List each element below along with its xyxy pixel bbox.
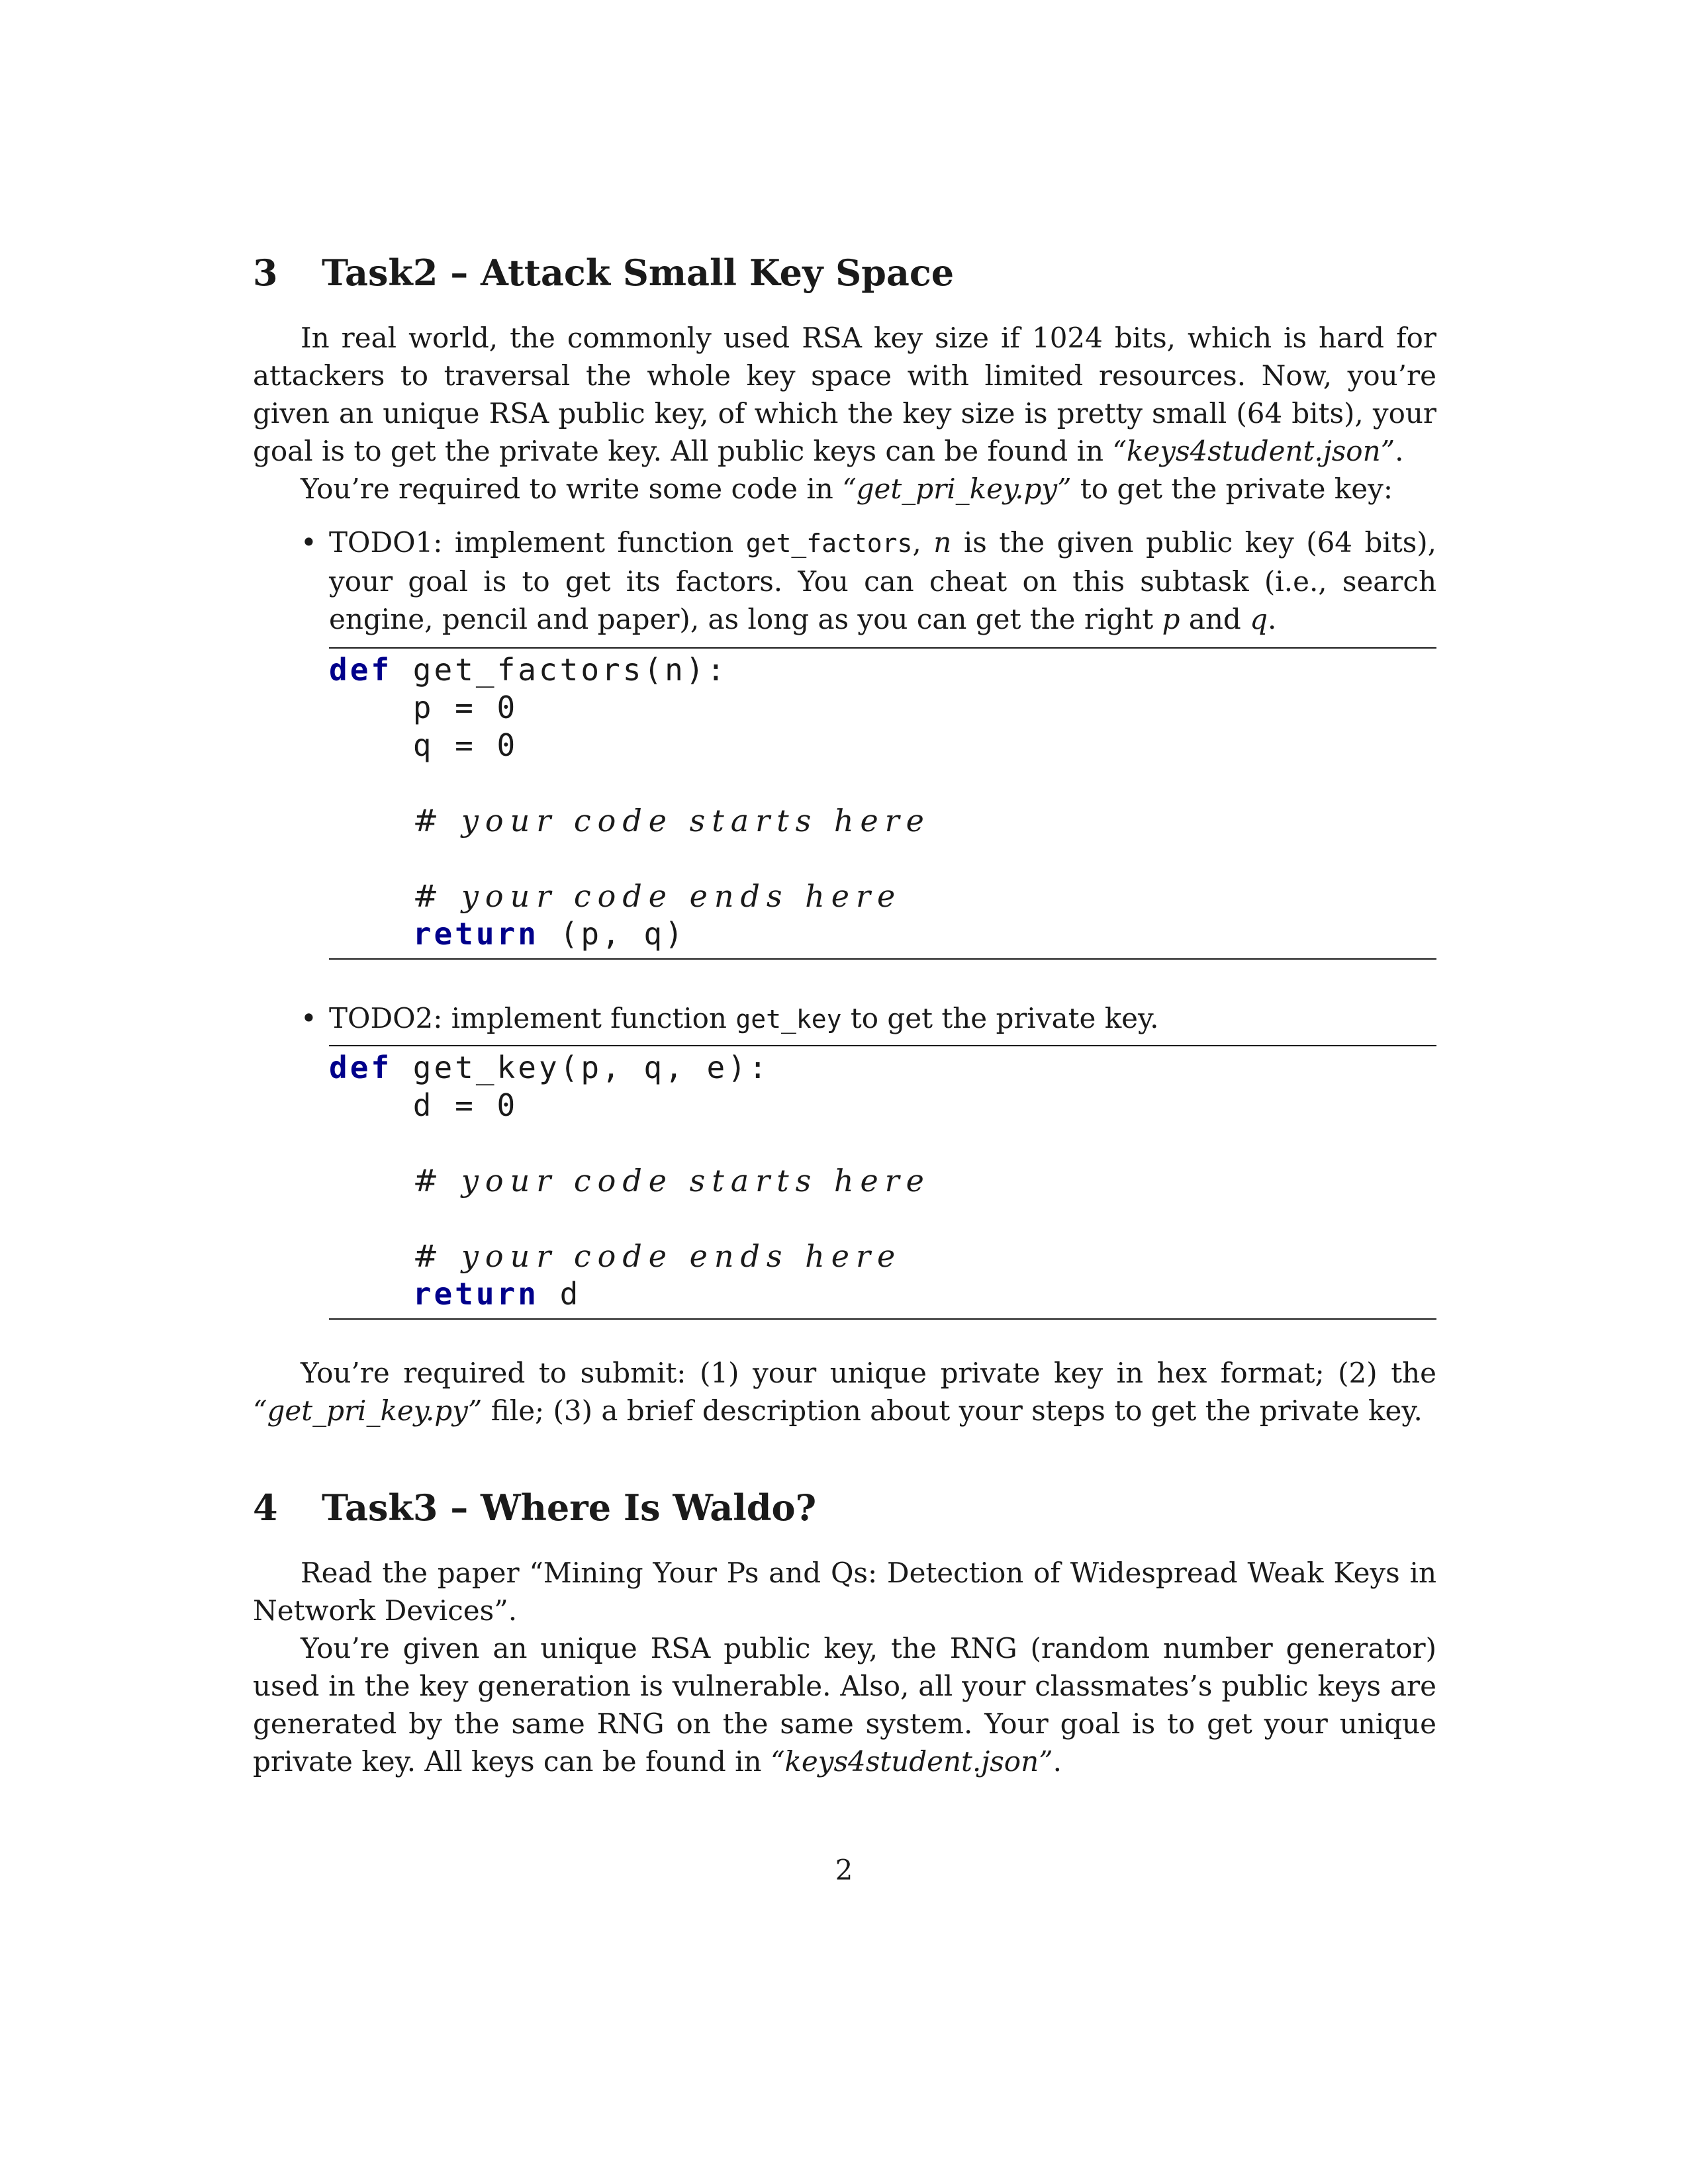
code-line <box>329 802 1436 840</box>
section-4-heading <box>253 1486 1436 1529</box>
todo-text: . <box>1268 603 1277 635</box>
page-number: 2 <box>835 1854 853 1886</box>
paragraph-text: You’re given an unique RSA public key, the RNG (random number generator) used in the key generation is vulnerable. Also, all your classmates’s public keys are generated by the same RNG on the same system. Your goal is to get your unique private key. All keys can be found in <box>253 1632 1436 1778</box>
function-name: get_factors <box>745 529 913 558</box>
section-4-number: 4 <box>253 1486 278 1529</box>
paragraph-text: file; (3) a brief description about your steps to get the private key. <box>482 1394 1423 1427</box>
code-indent <box>329 916 413 952</box>
todo-item-1 <box>253 523 1436 638</box>
code-keyword: def <box>329 652 393 688</box>
code-line <box>329 915 1436 953</box>
code-line <box>329 651 1436 689</box>
section-4-paragraph-2 <box>253 1629 1436 1780</box>
math-variable-n: n <box>933 526 952 559</box>
code-comment: # your code starts here <box>412 1163 931 1199</box>
code-line: q = 0 <box>329 727 518 763</box>
code-line: p = 0 <box>329 690 518 725</box>
math-variable-p: p <box>1162 603 1180 635</box>
paragraph-end: . <box>1395 435 1404 467</box>
todo-list <box>253 523 1436 638</box>
code-listing-get-factors <box>329 647 1436 960</box>
script-file-reference: “get_pri_key.py” <box>842 473 1072 505</box>
todo-text: TODO1: implement function <box>329 526 746 559</box>
function-name: get_key <box>735 1005 842 1034</box>
todo-list-2 <box>253 999 1436 1038</box>
section-4-paragraph-1: Read the paper “Mining Your Ps and Qs: Detection of Widespread Weak Keys in Network Devices”. <box>253 1557 1436 1627</box>
todo-text: is the given public key (64 bits), your goal is to get its factors. You can cheat on this subtask (i.e., search engine, pencil and paper), as long as you can get the right <box>329 526 1437 635</box>
bullet-icon: • <box>301 526 317 559</box>
bullet-icon: • <box>301 1002 317 1034</box>
paragraph-end: . <box>1053 1745 1062 1778</box>
todo-text: TODO2: implement function <box>329 1002 736 1034</box>
code-line <box>329 1049 1436 1087</box>
code-text: (p, q) <box>538 916 686 952</box>
code-keyword: def <box>329 1050 393 1085</box>
code-blank-line <box>329 840 1436 878</box>
code-keyword: return <box>412 1276 539 1312</box>
code-line <box>329 878 1436 915</box>
section-3-paragraph-2 <box>253 470 1436 508</box>
code-comment: # your code ends here <box>412 1238 902 1274</box>
code-indent <box>329 1163 413 1199</box>
code-indent <box>329 803 413 839</box>
code-indent <box>329 878 413 914</box>
code-text: get_factors(n): <box>392 652 728 688</box>
code-line <box>329 1238 1436 1275</box>
section-3-paragraph-1 <box>253 319 1436 470</box>
code-listing-get-key <box>329 1045 1436 1320</box>
code-blank-line <box>329 1124 1436 1162</box>
code-keyword: return <box>412 916 539 952</box>
section-3-number: 3 <box>253 251 278 294</box>
code-line: d = 0 <box>329 1087 518 1123</box>
section-3-title: Task2 – Attack Small Key Space <box>322 251 955 294</box>
paragraph-text: You’re required to write some code in <box>301 473 843 505</box>
todo-text: to get the private key. <box>841 1002 1159 1034</box>
code-indent <box>329 1238 413 1274</box>
code-line <box>329 1275 1436 1313</box>
section-4-title: Task3 – Where Is Waldo? <box>322 1486 817 1529</box>
code-indent <box>329 1276 413 1312</box>
code-line <box>329 1162 1436 1200</box>
keys-file-reference: “keys4student.json” <box>770 1745 1053 1778</box>
todo-text: and <box>1180 603 1250 635</box>
page-content <box>253 251 1436 1780</box>
section-3-submit-paragraph <box>253 1354 1436 1430</box>
keys-file-reference: “keys4student.json” <box>1112 435 1395 467</box>
paragraph-text: You’re required to submit: (1) your unique private key in hex format; (2) the <box>301 1357 1436 1389</box>
math-variable-q: q <box>1250 603 1268 635</box>
code-text: d <box>538 1276 581 1312</box>
todo-item-2 <box>253 999 1436 1038</box>
code-blank-line <box>329 1200 1436 1238</box>
code-comment: # your code ends here <box>412 878 902 914</box>
code-text: get_key(p, q, e): <box>392 1050 770 1085</box>
section-3-heading <box>253 251 1436 294</box>
todo-text: , <box>912 526 934 559</box>
paragraph-text: In real world, the commonly used RSA key size if 1024 bits, which is hard for attackers to traversal the whole key space with limited resources. Now, you’re given an unique RSA public key, of which the key size is pretty small (64 bits), your goal is to get the private key. All public keys can be found in <box>253 322 1436 467</box>
code-comment: # your code starts here <box>412 803 931 839</box>
code-blank-line <box>329 764 1436 802</box>
paragraph-end: to get the private key: <box>1071 473 1393 505</box>
script-file-reference: “get_pri_key.py” <box>253 1394 483 1427</box>
